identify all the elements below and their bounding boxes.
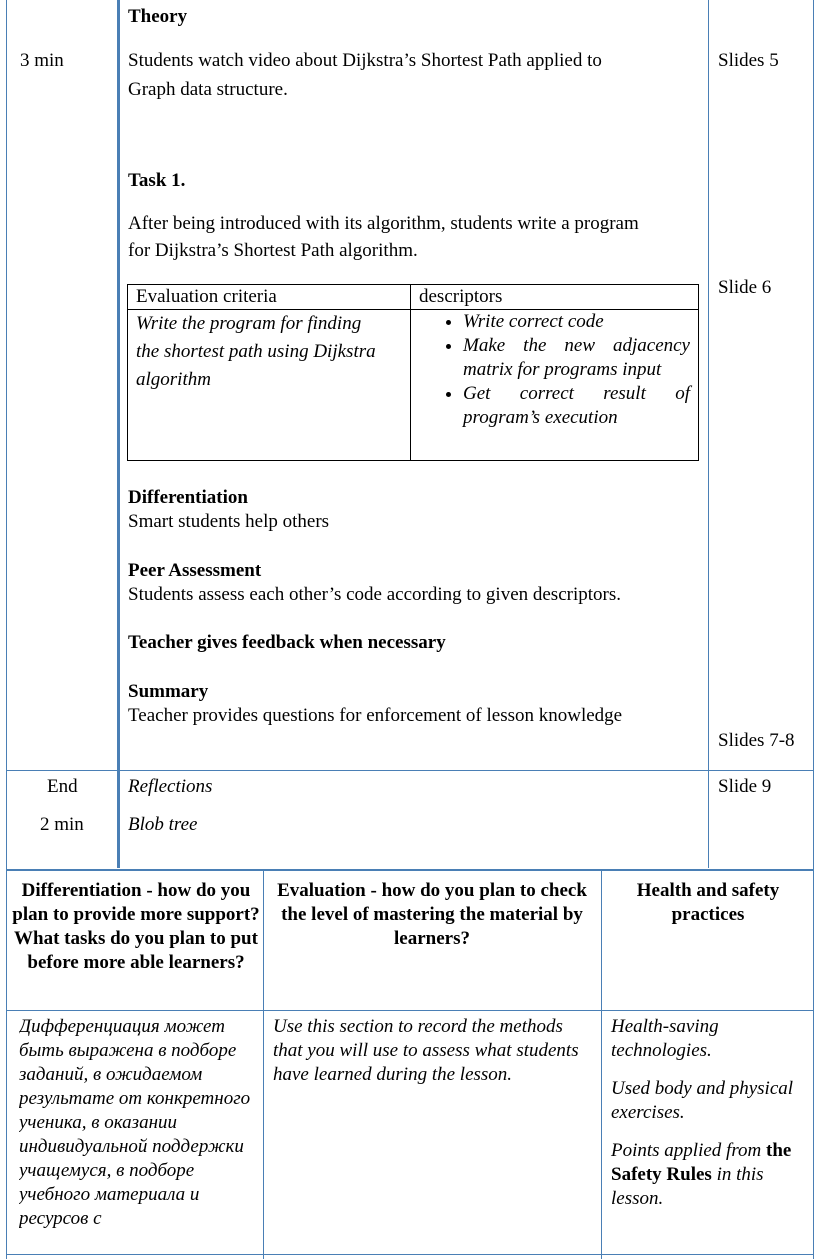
time-cell: 3 min [20, 50, 64, 71]
feedback-text: Teacher gives feedback when necessary [128, 632, 446, 653]
theory-text-line-2: Graph data structure. [128, 79, 288, 100]
reflections-text: Reflections [128, 776, 213, 797]
eval-criterion [128, 310, 411, 461]
descriptor-item: • Get correct result of program’s execution [463, 382, 690, 430]
safety-rules-text [611, 1139, 807, 1211]
descriptor-item: • Write correct code [463, 310, 690, 334]
task-text-line-1: After being introduced with its algorithm, students write a program [128, 213, 639, 234]
bottom-border-col1 [263, 870, 264, 1259]
eval-header-criteria: Evaluation criteria [128, 285, 411, 310]
differentiation-text: Smart students help others [128, 511, 330, 532]
safety-rules-post: in this lesson. [611, 1164, 764, 1209]
eval-criterion-line: Write the program for finding [136, 313, 362, 334]
descriptor-item: • Make the new adjacency matrix for programs input [463, 334, 690, 382]
bottom-border-col2 [601, 870, 602, 1259]
header-differentiation: Differentiation - how do you plan to provide more support? What tasks do you plan to put before more able learners? [12, 880, 260, 973]
table-border-col1 [117, 0, 120, 868]
differentiation-heading: Differentiation [128, 487, 248, 508]
end-time: 2 min [40, 814, 84, 835]
differentiation-body: Дифференциация может быть выражена в подборе заданий, в ожидаемом результате от конкретного ученика, в оказании индивидуальной поддержки учащемуся, в подборе учебного материала и ресурсов с [19, 1016, 251, 1229]
eval-criterion-line: algorithm [136, 369, 211, 390]
resource-slides-7-8: Slides 7-8 [718, 730, 795, 751]
theory-heading: Theory [128, 6, 188, 27]
eval-header-descriptors: descriptors [411, 285, 699, 310]
peer-assessment-heading: Peer Assessment [128, 560, 262, 581]
bottom-header-divider [6, 1010, 814, 1011]
blob-tree-text: Blob tree [128, 814, 198, 835]
row-divider-2 [6, 869, 814, 871]
resource-slides-5: Slides 5 [718, 50, 779, 71]
evaluation-table [127, 284, 699, 461]
end-label: End [47, 776, 78, 797]
resource-slide-9: Slide 9 [718, 776, 772, 797]
peer-assessment-text: Students assess each other’s code according to given descriptors. [128, 584, 621, 605]
summary-heading: Summary [128, 681, 209, 702]
evaluation-body: Use this section to record the methods that you will use to assess what students have learned during the lesson. [273, 1016, 579, 1085]
table-border-col2 [708, 0, 709, 868]
task-text-line-2: for Dijkstra’s Shortest Path algorithm. [128, 240, 418, 261]
safety-rules-pre: Points applied from [611, 1140, 762, 1161]
summary-text: Teacher provides questions for enforcement of lesson knowledge [128, 705, 623, 726]
health-safety-body [611, 1015, 807, 1225]
table-border-left [6, 0, 7, 1259]
eval-criterion-line: the shortest path using Dijkstra [136, 341, 376, 362]
row-divider-1 [6, 770, 814, 771]
task-heading: Task 1. [128, 170, 186, 191]
eval-descriptors [411, 310, 699, 461]
bottom-border-bottom [6, 1254, 814, 1255]
header-health-safety: Health and safety practices [636, 880, 780, 925]
resource-slide-6: Slide 6 [718, 277, 772, 298]
table-border-right [813, 0, 814, 1259]
theory-text-line-1: Students watch video about Dijkstra’s Shortest Path applied to [128, 50, 602, 71]
header-evaluation: Evaluation - how do you plan to check the level of mastering the material by learners? [277, 880, 587, 949]
health-saving-text: Health-saving technologies. [611, 1016, 719, 1061]
safety-rules-bold: the Safety Rules [611, 1140, 792, 1185]
body-exercises-text: Used body and physical exercises. [611, 1078, 794, 1123]
